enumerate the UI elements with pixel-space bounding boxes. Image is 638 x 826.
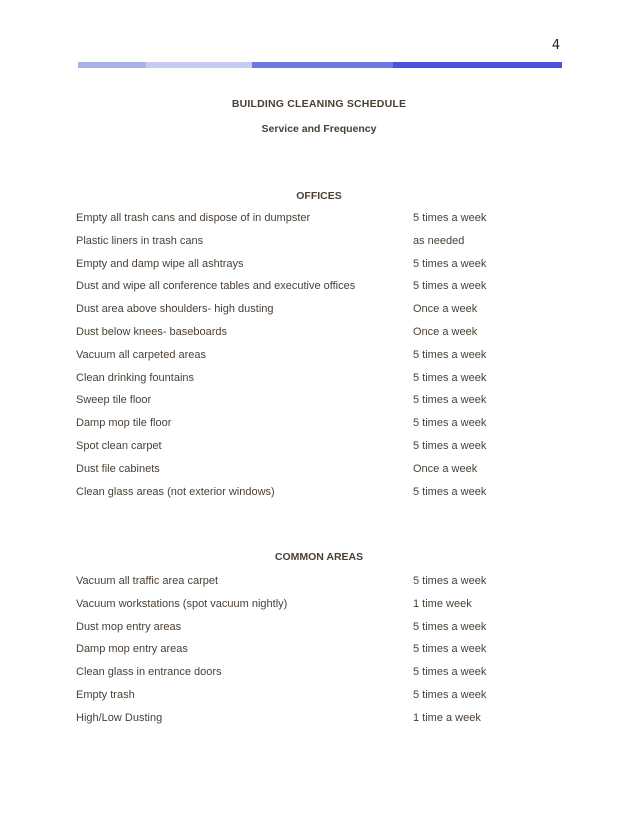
task-frequency: 5 times a week bbox=[413, 212, 487, 224]
header-rule-segment bbox=[78, 62, 146, 68]
task-row bbox=[76, 258, 556, 281]
header-rule-segment bbox=[393, 62, 562, 68]
task-frequency: 1 time week bbox=[413, 597, 472, 610]
task-row bbox=[76, 575, 556, 598]
task-frequency: 5 times a week bbox=[413, 394, 487, 407]
task-frequency: 1 time a week bbox=[413, 711, 481, 724]
task-frequency: 5 times a week bbox=[413, 439, 487, 452]
task-row bbox=[76, 643, 556, 666]
task-frequency: 5 times a week bbox=[413, 257, 487, 270]
task-row bbox=[76, 235, 556, 258]
task-frequency: 5 times a week bbox=[413, 620, 487, 633]
task-frequency: 5 times a week bbox=[413, 280, 487, 293]
task-row bbox=[76, 303, 556, 326]
task-row bbox=[76, 440, 556, 463]
offices-task-list bbox=[76, 212, 556, 508]
task-row bbox=[76, 212, 556, 235]
task-description: Empty and damp wipe all ashtrays bbox=[76, 257, 244, 270]
task-frequency: Once a week bbox=[413, 303, 478, 316]
task-description: Clean drinking fountains bbox=[76, 371, 195, 384]
document-title: BUILDING CLEANING SCHEDULE bbox=[231, 98, 407, 110]
header-rule-segment bbox=[252, 62, 392, 68]
task-description: Dust below knees- baseboards bbox=[76, 325, 228, 338]
common-areas-task-list bbox=[76, 575, 556, 735]
task-description: Plastic liners in trash cans bbox=[76, 234, 204, 247]
task-description: Spot clean carpet bbox=[76, 439, 162, 452]
task-description: Empty all trash cans and dispose of in dumpster bbox=[76, 212, 311, 224]
task-description: Vacuum all carpeted areas bbox=[76, 348, 207, 361]
task-description: Dust area above shoulders- high dusting bbox=[76, 303, 274, 316]
task-frequency: 5 times a week bbox=[413, 575, 487, 587]
task-description: Vacuum workstations (spot vacuum nightly) bbox=[76, 597, 288, 610]
task-description: Dust mop entry areas bbox=[76, 620, 182, 633]
task-frequency: Once a week bbox=[413, 462, 478, 475]
task-description: Clean glass areas (not exterior windows) bbox=[76, 485, 275, 498]
section-heading-common-areas: COMMON AREAS bbox=[274, 551, 364, 563]
task-row bbox=[76, 712, 556, 735]
task-description: Dust file cabinets bbox=[76, 462, 160, 475]
task-row bbox=[76, 689, 556, 712]
task-row bbox=[76, 463, 556, 486]
task-row bbox=[76, 417, 556, 440]
task-frequency: 5 times a week bbox=[413, 666, 487, 679]
task-row bbox=[76, 349, 556, 372]
header-rule bbox=[78, 62, 562, 68]
task-frequency: 5 times a week bbox=[413, 417, 487, 430]
task-frequency: 5 times a week bbox=[413, 371, 487, 384]
task-row bbox=[76, 666, 556, 689]
task-row bbox=[76, 486, 556, 509]
task-row bbox=[76, 598, 556, 621]
section-heading-offices: OFFICES bbox=[296, 190, 342, 202]
task-frequency: 5 times a week bbox=[413, 348, 487, 361]
task-description: High/Low Dusting bbox=[76, 711, 163, 724]
task-row bbox=[76, 621, 556, 644]
task-description: Dust and wipe all conference tables and executive offices bbox=[76, 280, 356, 293]
task-row bbox=[76, 326, 556, 349]
task-frequency: 5 times a week bbox=[413, 688, 487, 701]
task-description: Damp mop entry areas bbox=[76, 643, 188, 656]
task-row bbox=[76, 372, 556, 395]
header-rule-segment bbox=[146, 62, 252, 68]
task-description: Empty trash bbox=[76, 688, 135, 701]
task-frequency: Once a week bbox=[413, 325, 478, 338]
page-number: 4 bbox=[551, 38, 561, 53]
task-frequency: 5 times a week bbox=[413, 485, 487, 498]
task-description: Sweep tile floor bbox=[76, 394, 152, 407]
task-description: Damp mop tile floor bbox=[76, 417, 172, 430]
task-frequency: 5 times a week bbox=[413, 643, 487, 656]
task-row bbox=[76, 394, 556, 417]
task-description: Clean glass in entrance doors bbox=[76, 666, 222, 679]
document-subtitle: Service and Frequency bbox=[261, 123, 377, 135]
task-description: Vacuum all traffic area carpet bbox=[76, 575, 219, 587]
task-frequency: as needed bbox=[413, 234, 465, 247]
task-row bbox=[76, 280, 556, 303]
